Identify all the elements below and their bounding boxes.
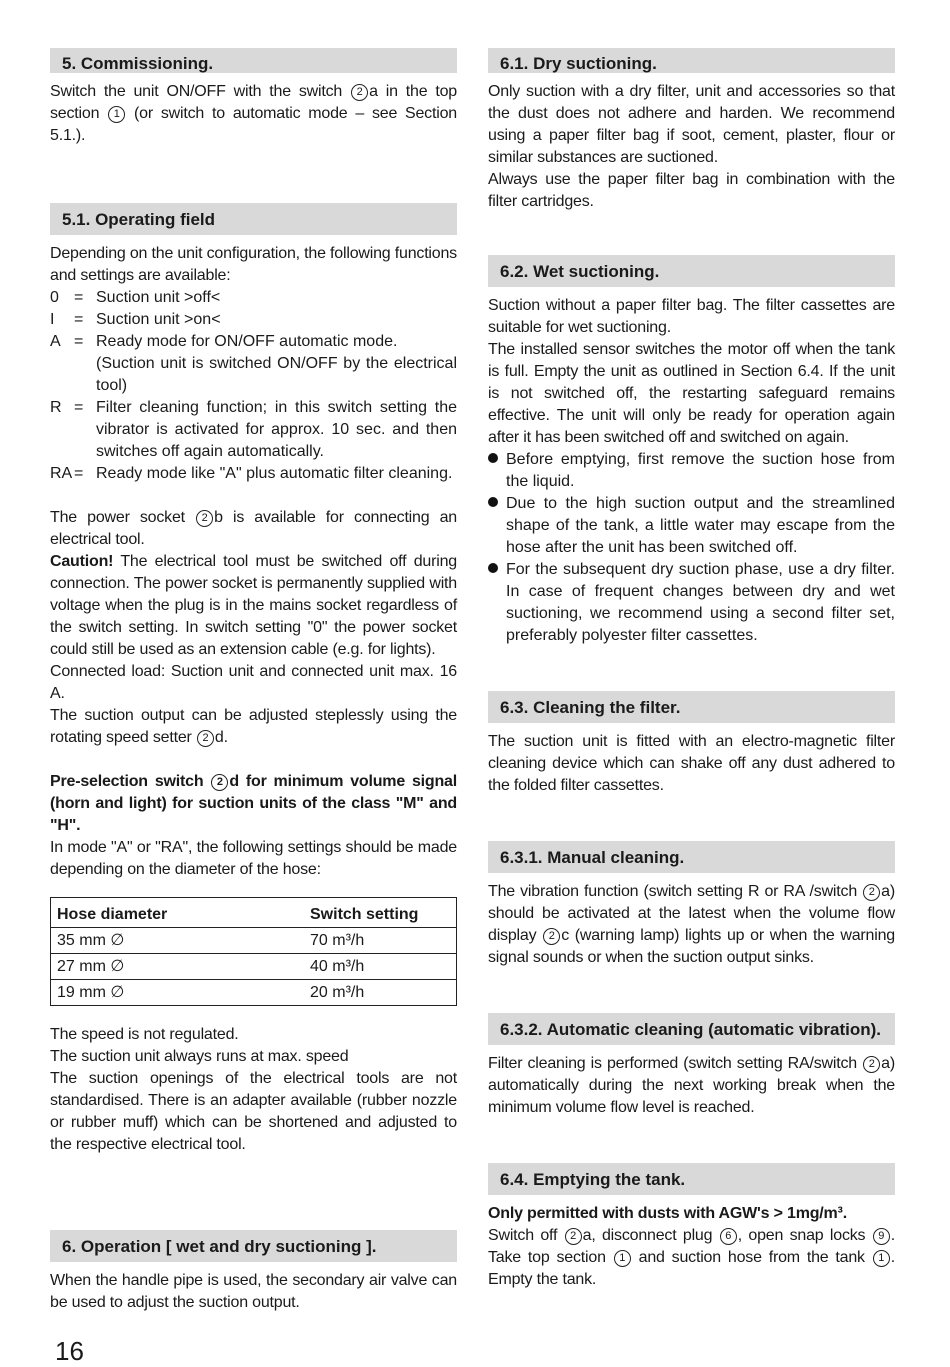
list-item: For the subsequent dry suction phase, use a dry filter. In case of frequent changes between dry and wet suctioning, we recommend using a second filter set, preferably polyester filter cassettes. <box>488 559 895 647</box>
section-6-1-body-1: Only suction with a dry filter, unit and accessories so that the dust does not adhere and harden. We recommend using a paper filter bag if soot, cement, plaster, flour or similar substances are suctioned. <box>488 83 895 166</box>
right-column <box>488 48 895 1291</box>
openings-text: The suction openings of the electrical tools are not standardised. There is an adapter available (rubber nozzle or rubber muff) which can be shortened and adjusted to the respective electrical tool. <box>50 1070 457 1153</box>
mode-text: In mode "A" or "RA", the following settings should be made depending on the diameter of the hose: <box>50 839 457 878</box>
section-6-1-heading: 6.1. Dry suctioning. <box>488 48 895 73</box>
left-column <box>50 48 457 1314</box>
section-6-heading: 6. Operation [ wet and dry suctioning ]. <box>50 1230 457 1262</box>
setting-r: R = Filter cleaning function; in this switch setting the vibrator is activated for approx. 10 sec. and then switches off again automatically. <box>50 399 457 460</box>
section-5-1-heading: 5.1. Operating field <box>50 203 457 235</box>
settings-list <box>50 287 457 485</box>
section-6-3-1-body: The vibration function (switch setting R or RA /switch 2 a) should be activated at the latest when the volume flow display 2 c (warning lamp) lights up or when the warning signal sounds or when the suction output sinks. <box>488 883 895 966</box>
speed-text-1: The speed is not regulated. <box>50 1026 239 1043</box>
section-6-3-1-heading: 6.3.1. Manual cleaning. <box>488 841 895 873</box>
connected-load: Connected load: Suction unit and connected unit max. 16 A. <box>50 663 457 702</box>
marker-1: 1 <box>108 106 125 123</box>
section-6-3-body: The suction unit is fitted with an electro-magnetic filter cleaning device which can shake off any dust adhered to the folded filter cassettes. <box>488 733 895 794</box>
setting-a: A = Ready mode for ON/OFF automatic mode. (Suction unit is switched ON/OFF by the electrical tool) <box>50 333 457 394</box>
section-6-4-heading: 6.4. Emptying the tank. <box>488 1163 895 1195</box>
section-6-2-body-1: Suction without a paper filter bag. The filter cassettes are suitable for wet suctioning. <box>488 297 895 336</box>
power-socket-text: The power socket 2 b is available for connecting an electrical tool. <box>50 509 457 548</box>
marker-2: 2 <box>351 84 368 101</box>
section-6-3-heading: 6.3. Cleaning the filter. <box>488 691 895 723</box>
section-5-1-intro: Depending on the unit configuration, the following functions and settings are available: <box>50 245 457 284</box>
table-row: 19 mm ∅ 20 m³/h <box>57 984 365 1001</box>
section-5-body: Switch the unit ON/OFF with the switch 2 a in the top section 1 (or switch to automatic mode – see Section 5.1.). <box>50 83 457 144</box>
section-6-2-body-2: The installed sensor switches the motor off when the tank is full. Empty the unit as outlined in Section 6.4. If the unit is not switched off, the restarting safeguard remains effective. The unit will only be ready for operation again after it has been switched off and switched on again. <box>488 341 895 446</box>
speed-text-2: The suction unit always runs at max. speed <box>50 1048 349 1065</box>
section-6-body: When the handle pipe is used, the secondary air valve can be used to adjust the suction output. <box>50 1272 457 1311</box>
section-6-4-body: Switch off 2 a, disconnect plug 6 , open snap locks 9 . Take top section 1 and suction hose from the tank 1 . Empty the tank. <box>488 1227 896 1288</box>
section-6-2-heading: 6.2. Wet suctioning. <box>488 255 895 287</box>
section-5-heading: 5. Commissioning. <box>50 48 457 73</box>
section-6-3-2-body: Filter cleaning is performed (switch setting RA/switch 2 a) automatically during the next working break when the minimum volume flow level is reached. <box>488 1055 895 1116</box>
section-6-4-note: Only permitted with dusts with AGW's > 1mg/m³. <box>488 1205 847 1222</box>
table-header: Hose diameter Switch setting <box>51 898 457 928</box>
section-6-1-body-2: Always use the paper filter bag in combination with the filter cartridges. <box>488 171 895 210</box>
list-item: Due to the high suction output and the streamlined shape of the tank, a little water may escape from the hose after the unit has been switched off. <box>488 493 895 559</box>
setting-i: I = Suction unit >on< <box>50 311 221 328</box>
preselection-heading: Pre-selection switch 2 d for minimum volume signal (horn and light) for suction units of the class "M" and "H". <box>50 773 457 834</box>
table-row: 27 mm ∅ 40 m³/h <box>51 954 457 980</box>
list-item: Before emptying, first remove the suction hose from the liquid. <box>488 449 895 493</box>
table-row: 35 mm ∅ 70 m³/h <box>51 928 457 954</box>
output-text: The suction output can be adjusted steplessly using the rotating speed setter 2 d. <box>50 707 457 746</box>
caution-text: Caution! The electrical tool must be switched off during connection. The power socket is permanently supplied with voltage when the plug is in the mains socket regardless of the switch setting. In switch setting "0" the power socket could still be used as an extension cable (e.g. for lights). <box>50 553 457 658</box>
section-6-3-2-heading: 6.3.2. Automatic cleaning (automatic vibration). <box>488 1013 895 1045</box>
setting-0: 0 = Suction unit >off< <box>50 289 221 306</box>
hose-table <box>50 897 457 1006</box>
page-number: 16 <box>55 1336 84 1366</box>
setting-ra: RA = Ready mode like "A" plus automatic filter cleaning. <box>50 465 453 482</box>
